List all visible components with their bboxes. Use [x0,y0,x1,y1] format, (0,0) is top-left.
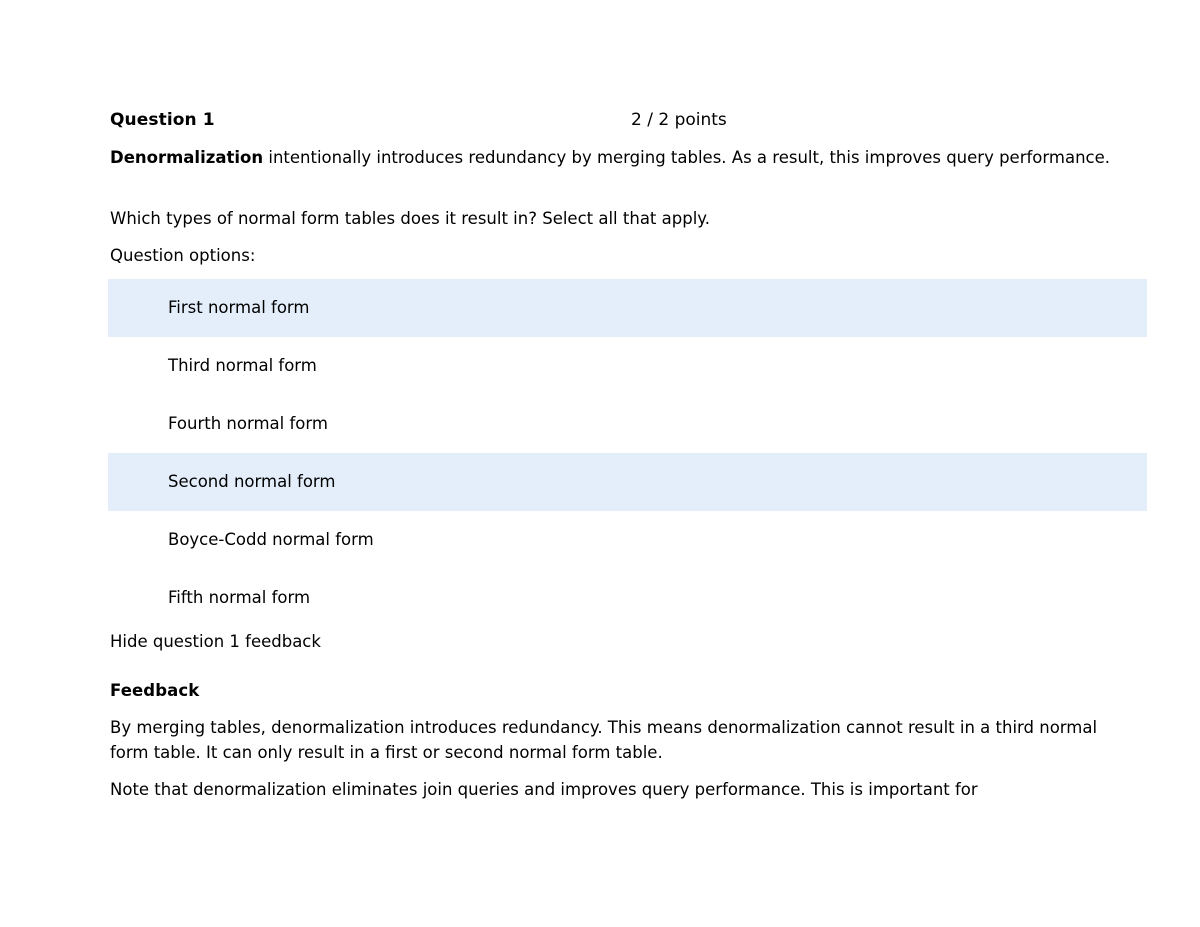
question-title: Question 1 [110,110,215,130]
feedback-heading: Feedback [110,681,200,700]
option-row[interactable] [108,395,1147,453]
hide-question-feedback-link[interactable]: Hide question 1 feedback [110,632,321,651]
option-row[interactable] [108,337,1147,395]
option-row[interactable] [108,569,1147,627]
question-options-label: Question options: [110,246,256,265]
option-row[interactable] [108,511,1147,569]
question-points: 2 / 2 points [631,110,727,130]
question-stem [110,145,1110,170]
option-label: Second normal form [168,472,336,491]
option-label: Third normal form [168,356,317,375]
option-label: Fifth normal form [168,588,311,607]
question-stem-text: intentionally introduces redundancy by merging tables. As a result, this improves query performance. [263,148,1110,167]
option-label: First normal form [168,298,310,317]
question-header [110,107,1147,133]
option-label: Fourth normal form [168,414,328,433]
question-options-list [108,279,1147,627]
option-row[interactable] [108,279,1147,337]
option-label: Boyce-Codd normal form [168,530,374,549]
feedback-paragraph-1: By merging tables, denormalization introduces redundancy. This means denormalization cannot result in a third normal form table. It can only result in a first or second normal form table. [110,718,1098,762]
question-stem-term: Denormalization [110,148,264,167]
question-instruction: Which types of normal form tables does it result in? Select all that apply. [110,209,710,228]
option-row[interactable] [108,453,1147,511]
feedback-paragraph-2: Note that denormalization eliminates join queries and improves query performance. This is important for [110,780,978,799]
